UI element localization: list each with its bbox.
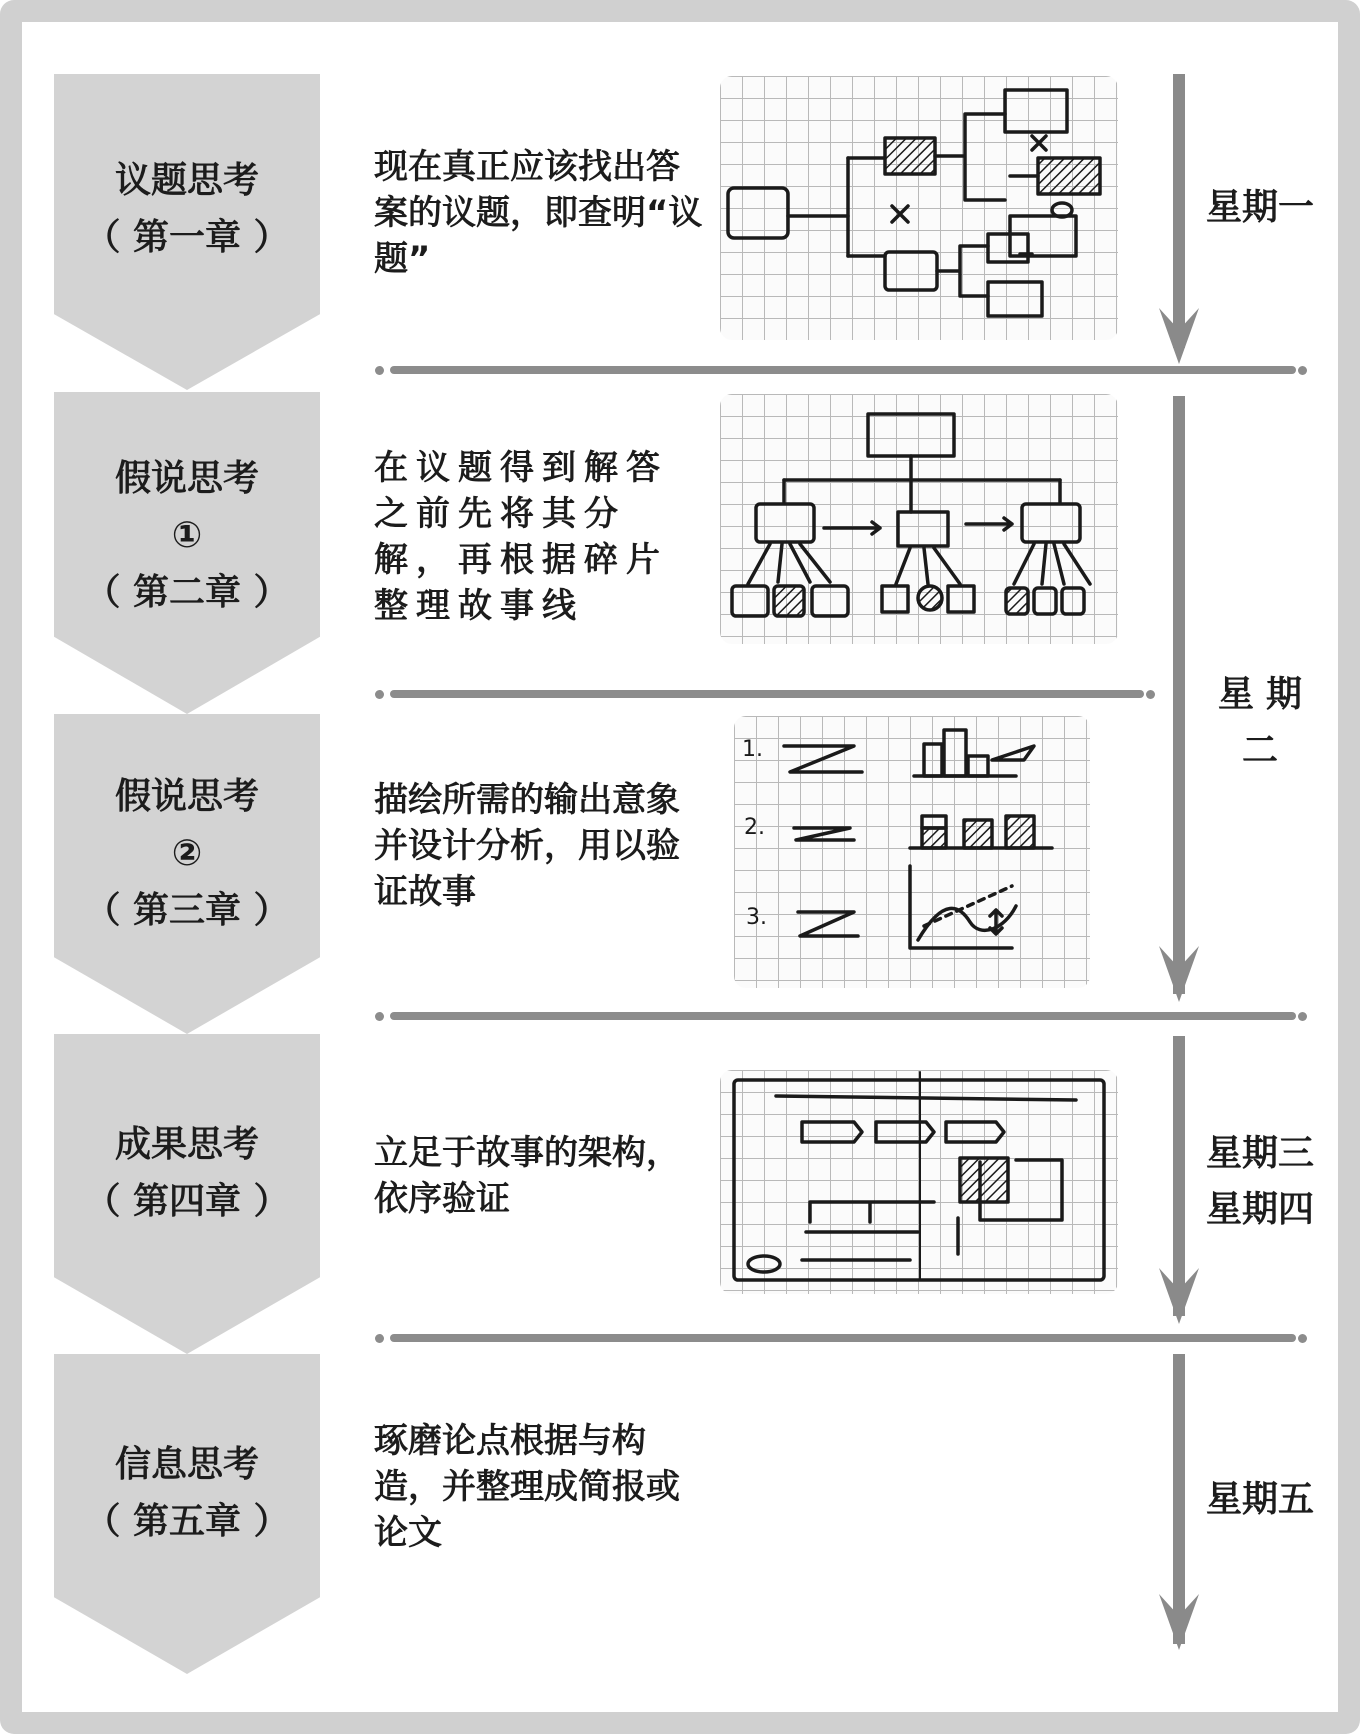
separator-4-dot-left [375, 1334, 384, 1343]
day-tuesday [1196, 667, 1336, 779]
sketch-item-2-label: 2. [744, 815, 765, 840]
separator-1 [390, 366, 1296, 374]
stage-4-label [54, 1116, 320, 1230]
stage-1-chapter: （ 第一章 ） [84, 217, 290, 258]
separator-3-dot-right [1298, 1012, 1307, 1021]
day-thursday-label: 星期四 [1205, 1189, 1314, 1230]
day-monday [1190, 180, 1330, 236]
day-wednesday-label: 星期三 [1205, 1133, 1314, 1174]
separator-3 [390, 1012, 1296, 1020]
stage-2-title: 假说思考 [114, 458, 259, 499]
separator-1-dot-right [1298, 366, 1307, 375]
sketch-item-3-label: 3. [746, 905, 767, 930]
stage-3-description: 描绘所需的输出意象并设计分析，用以验证故事 [374, 780, 680, 912]
stage-2-description: 在议题得到解答之前先将其分解，再根据碎片整理故事线 [374, 448, 668, 626]
stage-1-label [54, 152, 320, 266]
separator-2 [390, 690, 1144, 698]
issue-tree-sketch [720, 76, 1118, 340]
framework-sketch [720, 1070, 1118, 1294]
stage-2-number: ① [171, 515, 203, 556]
stage-3-number: ② [171, 833, 203, 874]
stage-2-chapter: （ 第二章 ） [84, 572, 290, 613]
stage-5-label [54, 1436, 320, 1550]
output-image-sketch [734, 716, 1090, 988]
stage-4-title: 成果思考 [114, 1124, 259, 1165]
separator-3-dot-left [375, 1012, 384, 1021]
stage-1-description: 现在真正应该找出答案的议题，即查明“议题” [374, 147, 703, 279]
stage-5-title: 信息思考 [114, 1444, 259, 1485]
separator-2-dot-right [1146, 690, 1155, 699]
day-monday-label: 星期一 [1205, 187, 1314, 228]
sketch-item-1-label: 1. [742, 737, 763, 762]
stage-4-description: 立足于故事的架构，依序验证 [374, 1133, 680, 1219]
stage-1-title: 议题思考 [114, 160, 259, 201]
hypothesis-tree-sketch [720, 394, 1118, 644]
stage-2-label [54, 450, 320, 621]
day-friday [1190, 1472, 1330, 1528]
day-wednesday-thursday [1190, 1126, 1330, 1238]
day-friday-label: 星期五 [1205, 1479, 1314, 1520]
stage-3-label [54, 768, 320, 939]
stage-5-description: 琢磨论点根据与构造，并整理成简报或论文 [374, 1421, 680, 1553]
stage-5-chapter: （ 第五章 ） [84, 1501, 290, 1542]
separator-1-dot-left [375, 366, 384, 375]
day-tuesday-label: 星期二 [1217, 674, 1314, 771]
stage-4-chapter: （ 第四章 ） [84, 1181, 290, 1222]
separator-4 [390, 1334, 1296, 1342]
separator-2-dot-left [375, 690, 384, 699]
separator-4-dot-right [1298, 1334, 1307, 1343]
stage-3-chapter: （ 第三章 ） [84, 890, 290, 931]
stage-3-title: 假说思考 [114, 776, 259, 817]
